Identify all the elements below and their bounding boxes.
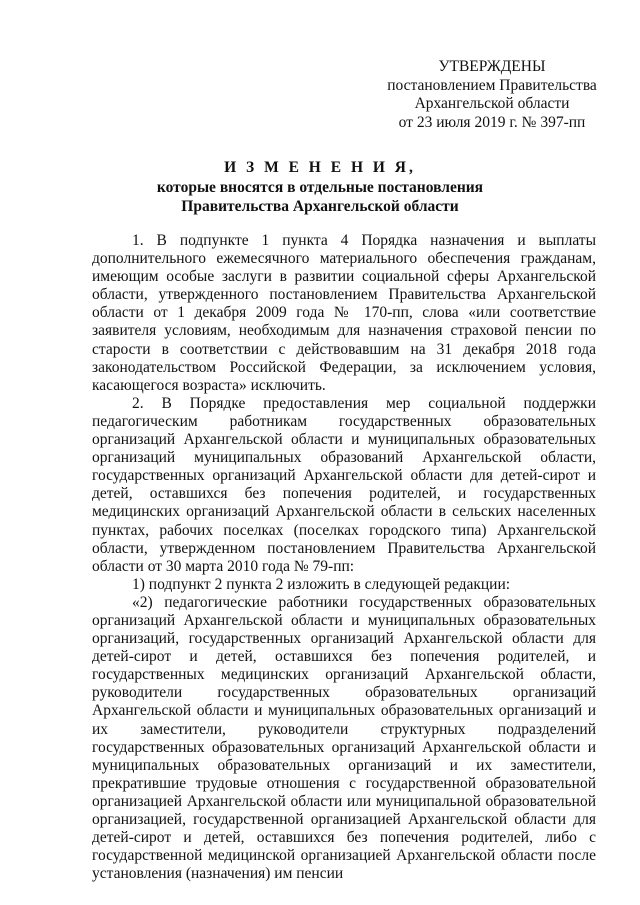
title-subtitle: которые вносятся в отдельные постановления xyxy=(156,178,484,196)
approval-line: постановлением Правительства xyxy=(387,76,597,94)
approval-date: от 23 июля 2019 г. № 397-пп xyxy=(398,113,586,131)
paragraph: 2. В Порядке предоставления мер социальной поддержки педагогическим работникам государственных образовательных организаций Архангельской области и муниципальных образовательных организаций муниципальных образований Архангельской области, государственных организаций Архангельской области для детей-сирот и детей, оставшихся без попечения родителей, и государственных медицинских организаций Архангельской области в сельских населенных пунктах, рабочих поселках (поселках городского типа) Архангельской области, утвержденном постановлением Правительства Архангельской области от 30 марта 2010 года № 79-пп: xyxy=(92,394,596,575)
approval-line: Архангельской области xyxy=(414,95,570,113)
approval-heading: УТВЕРЖДЕНЫ xyxy=(438,58,546,75)
document-body xyxy=(92,232,596,883)
approval-stamp xyxy=(372,58,612,132)
title-subtitle: Правительства Архангельской области xyxy=(181,198,459,215)
document-title xyxy=(80,158,560,217)
paragraph: 1. В подпункте 1 пункта 4 Порядка назначения и выплаты дополнительного ежемесячного материального обеспечения гражданам, имеющим особые заслуги в развитии социальной сферы Архангельской области, утвержденного постановлением Правительства Архангельской области от 1 декабря 2009 года № 170-пп, слова «или соответствие заявителя условиям, необходимым для назначения страховой пенсии по старости в соответствии с действовавшим на 31 декабря 2018 года законодательством Российской Федерации, за исключением условия, касающегося возраста» исключить. xyxy=(92,232,596,394)
paragraph: 1) подпункт 2 пункта 2 изложить в следующей редакции: xyxy=(132,575,511,593)
paragraph: «2) педагогические работники государственных образовательных организаций Архангельской области и муниципальных образовательных организаций, государственных организаций Архангельской области для детей-сирот и детей, оставшихся без попечения родителей, и государственных медицинских организаций Архангельской области, руководители государственных образовательных организаций Архангельской области и муниципальных образовательных организаций и их заместители, руководители структурных подразделений государственных образовательных организаций Архангельской области и муниципальных образовательных организаций и их заместители, прекратившие трудовые отношения с государственной образовательной организацией Архангельской области или муниципальной образовательной организацией, государственной организацией Архангельской области для детей-сирот и детей, оставшихся без попечения родителей, либо с государственной медицинской организацией Архангельской области после установления (назначения) им пенсии xyxy=(92,593,596,883)
title-main: И З М Е Н Е Н И Я, xyxy=(224,159,416,176)
